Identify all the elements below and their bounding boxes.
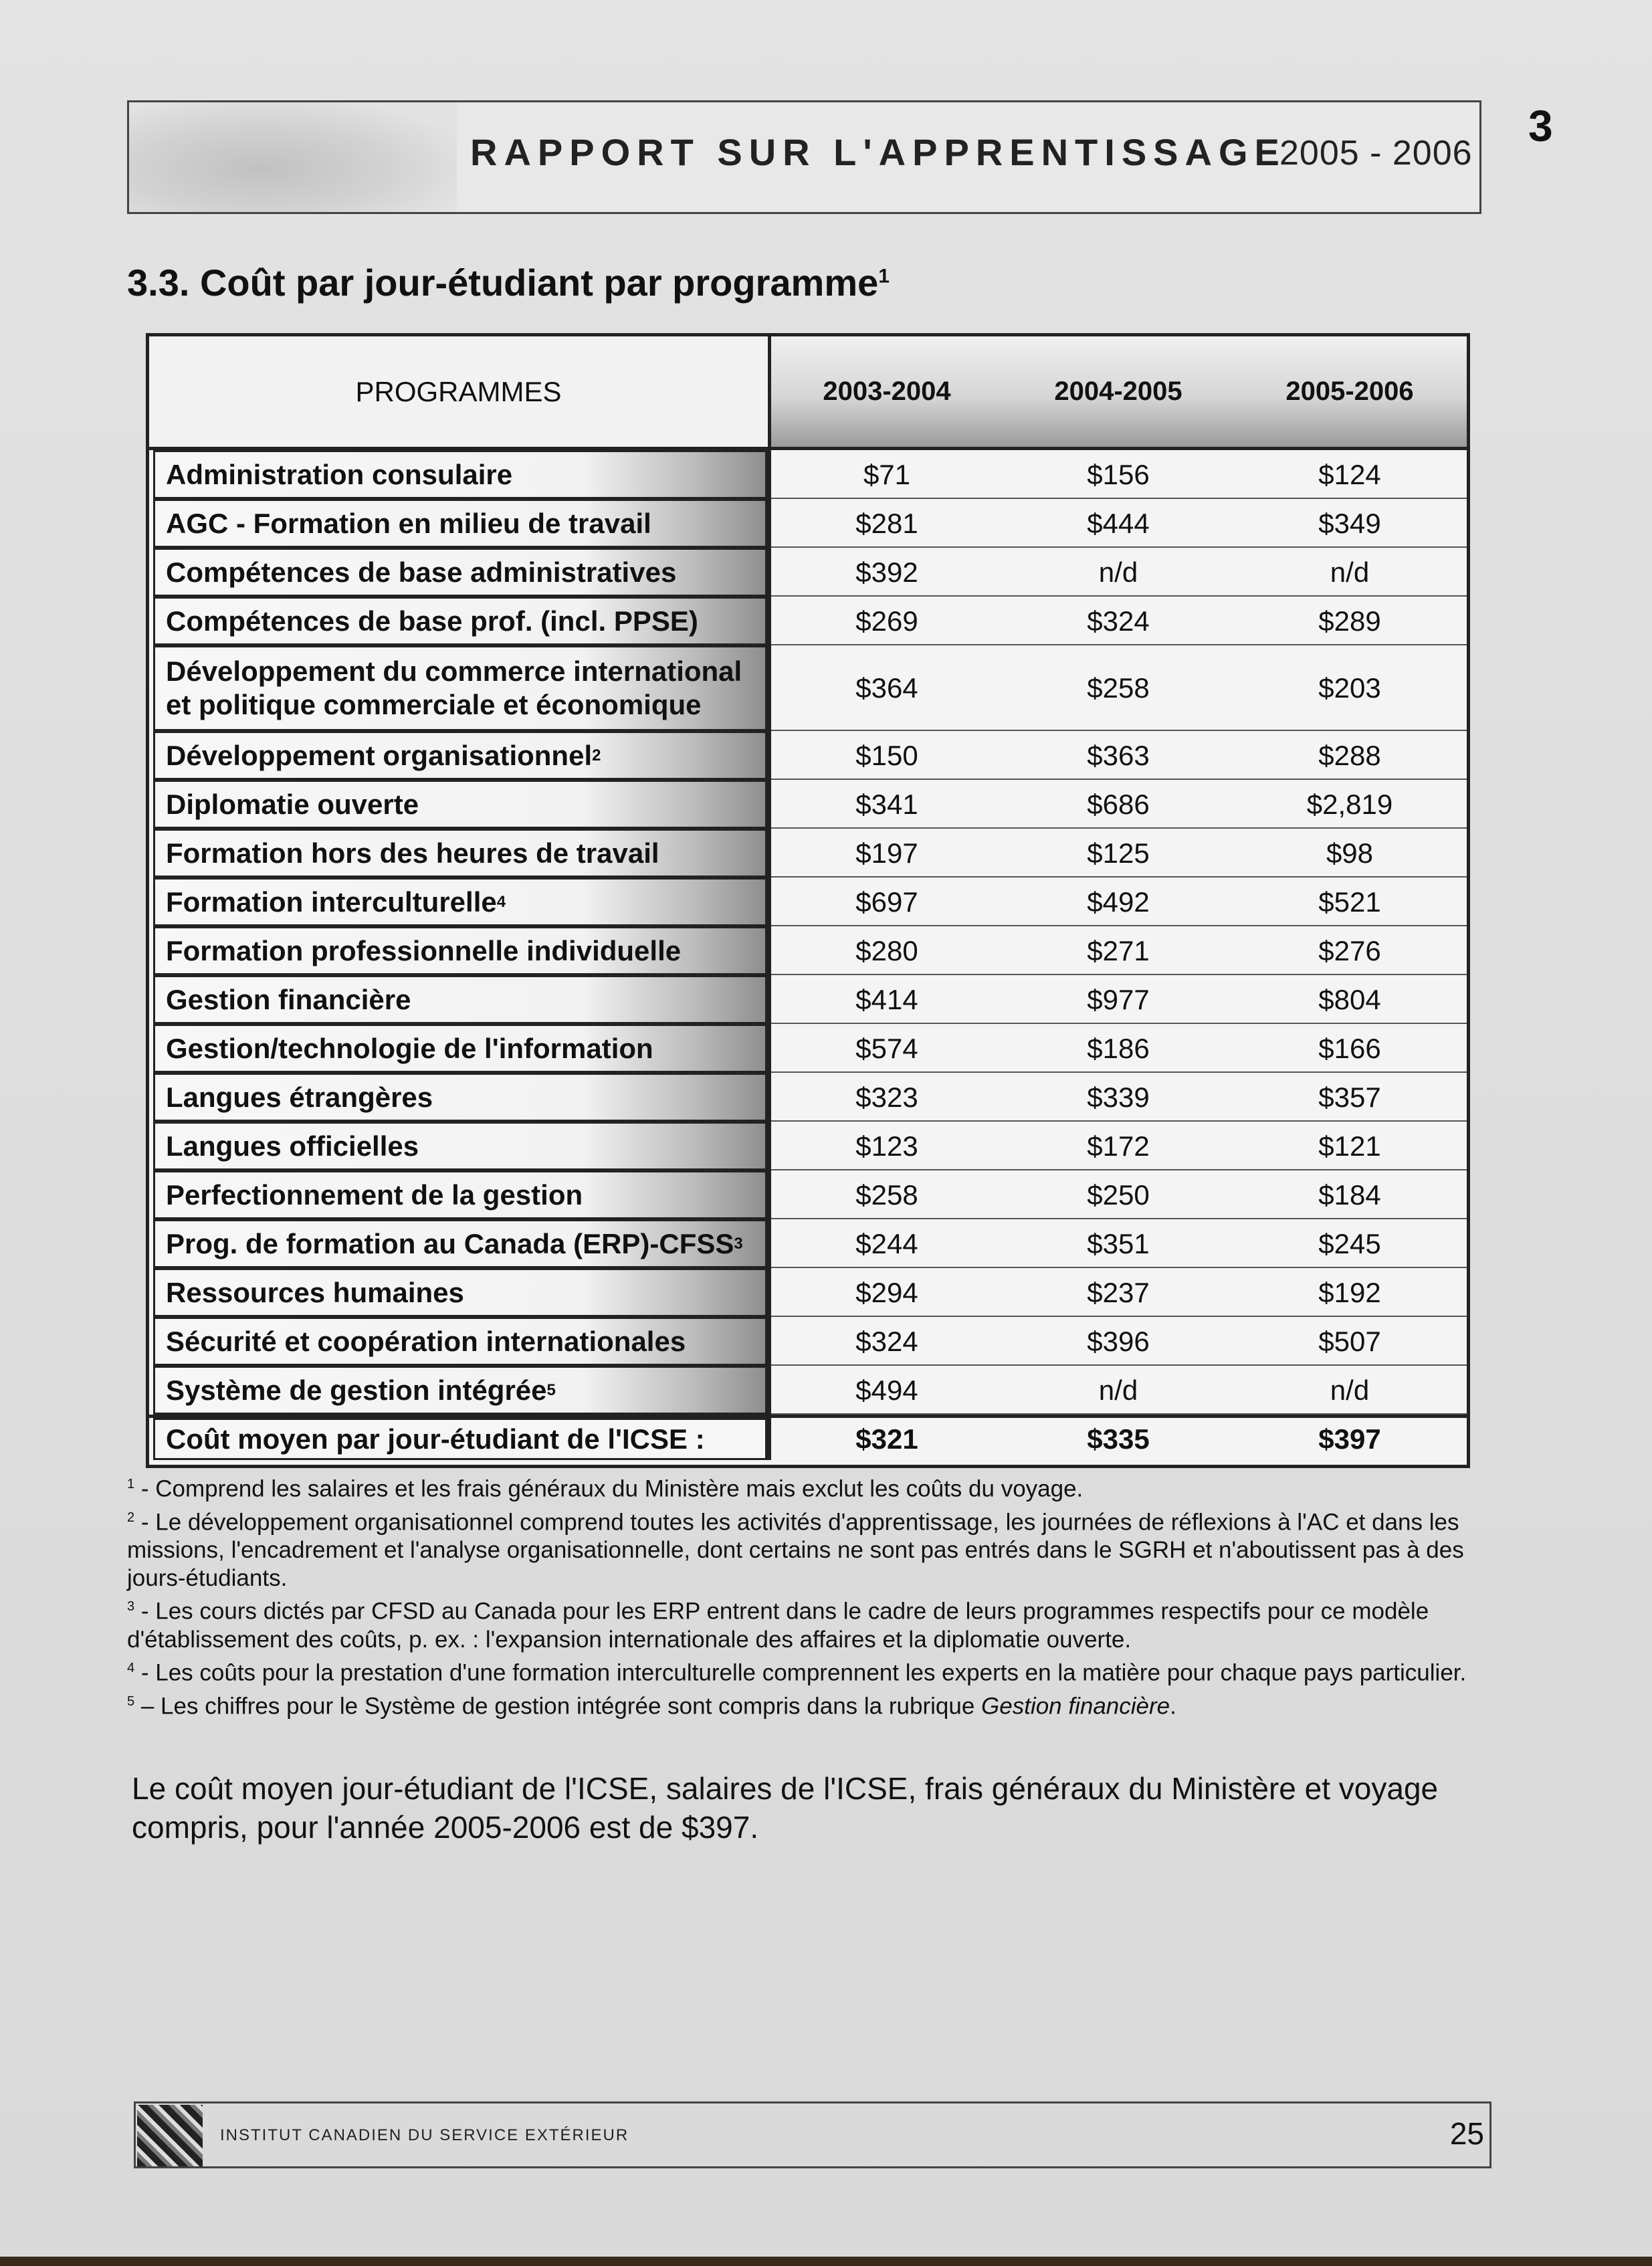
cost-value-cell: $521: [1318, 886, 1381, 918]
cost-value-cell: $184: [1318, 1178, 1381, 1211]
report-header-banner: [127, 100, 1481, 214]
program-name-cell: [153, 1170, 767, 1219]
program-name-cell: [153, 1122, 767, 1170]
cost-value-cell: $244: [855, 1227, 918, 1259]
total-value-cell: $335: [1087, 1423, 1150, 1455]
cost-value-cell: $323: [855, 1081, 918, 1113]
section-title: [127, 261, 890, 304]
cost-value-cell: $121: [1318, 1130, 1381, 1162]
footnote-marker: 1: [127, 1477, 135, 1491]
cost-value-cell: $123: [855, 1130, 918, 1162]
cost-value-cell: $697: [855, 886, 918, 918]
cost-value-cell: n/d: [1330, 556, 1370, 588]
program-name-cell: [153, 1219, 767, 1268]
cost-value-cell: $363: [1087, 739, 1150, 771]
cost-value-cell: $150: [855, 739, 918, 771]
cost-value-cell: $172: [1087, 1130, 1150, 1162]
cost-value-cell: $324: [855, 1325, 918, 1357]
cost-per-student-day-table: [146, 333, 1470, 1468]
table-row: [149, 1024, 1467, 1073]
cost-value-cell: $324: [1087, 605, 1150, 637]
program-name-cell: [153, 1317, 767, 1366]
program-name-cell: [153, 499, 767, 548]
program-name: Sécurité et coopération internationales: [166, 1325, 686, 1357]
summary-paragraph: Le coût moyen jour-étudiant de l'ICSE, salaires de l'ICSE, frais généraux du Ministère et voyage compris, pour l'année 2005-2006 est de $397.: [132, 1771, 1439, 1845]
program-name: Système de gestion intégrée: [166, 1374, 547, 1406]
table-row: [149, 731, 1467, 780]
program-name: Formation hors des heures de travail: [166, 837, 659, 869]
cost-value-cell: $192: [1318, 1276, 1381, 1308]
section-title-text: 3.3. Coût par jour-étudiant par programme: [127, 262, 879, 304]
cost-value-cell: $280: [855, 934, 918, 966]
footnote-2: [127, 1504, 1498, 1593]
header-year-3: 2005-2006: [1285, 377, 1414, 406]
cost-value-cell: $686: [1087, 788, 1150, 820]
table-header: [149, 336, 1467, 450]
table-row: [149, 597, 1467, 645]
cost-value-cell: $258: [855, 1178, 918, 1211]
page-number: 25: [1449, 2116, 1484, 2151]
cost-value-cell: n/d: [1098, 1374, 1138, 1406]
cost-value-cell: $203: [1318, 672, 1381, 704]
total-value-cell: $321: [855, 1423, 918, 1455]
table-row: [149, 1073, 1467, 1122]
cost-value-cell: $276: [1318, 934, 1381, 966]
header-year-1: 2003-2004: [823, 377, 951, 406]
page-footer: [134, 2101, 1491, 2168]
cost-value-cell: $269: [855, 605, 918, 637]
program-note: 3: [734, 1234, 743, 1253]
footnote-5: [127, 1687, 1498, 1721]
footnote-text-end: .: [1170, 1693, 1176, 1720]
cost-value-cell: $341: [855, 788, 918, 820]
header-year-2: 2004-2005: [1054, 377, 1182, 406]
program-note: 4: [496, 892, 506, 911]
program-name: Perfectionnement de la gestion: [166, 1178, 583, 1211]
program-note: 5: [546, 1380, 556, 1399]
footnote-text: - Le développement organisationnel comprend toutes les activités d'apprentissage, les journées de réflexions à l'AC et dans les missions, l'encadrement et l'analyse organisationnelle, dont certains ne sont pas entrés dans le SGRH et n'aboutissent pas à des jours-étudiants.: [127, 1509, 1464, 1592]
table-row: [149, 780, 1467, 829]
footnote-marker: 3: [127, 1599, 135, 1615]
program-name: Ressources humaines: [166, 1276, 464, 1308]
program-name: Gestion financière: [166, 983, 411, 1015]
total-value-cell: $397: [1318, 1423, 1381, 1455]
program-name: Langues officielles: [166, 1130, 419, 1162]
report-years: 2005 - 2006: [1279, 134, 1473, 173]
footnote-marker: 5: [127, 1693, 135, 1709]
cost-value-cell: $351: [1087, 1227, 1150, 1259]
cost-value-cell: $574: [855, 1032, 918, 1064]
program-name-cell: [153, 1268, 767, 1317]
institute-name: INSTITUT CANADIEN DU SERVICE EXTÉRIEUR: [220, 2126, 629, 2144]
program-name: Compétences de base administratives: [166, 556, 677, 588]
table-row: [149, 1219, 1467, 1268]
program-name-cell: [153, 597, 767, 645]
section-title-note: 1: [878, 265, 890, 288]
table-row: [149, 450, 1467, 499]
cost-value-cell: $250: [1087, 1178, 1150, 1211]
program-name: Développement du commerce international et politique commerciale et économique: [166, 655, 742, 720]
cost-value-cell: $364: [855, 672, 918, 704]
program-name: Administration consulaire: [166, 458, 513, 490]
footnotes: [127, 1470, 1498, 1720]
table-row: [149, 975, 1467, 1024]
cost-value-cell: $156: [1087, 458, 1150, 490]
program-name: Diplomatie ouverte: [166, 788, 419, 820]
cost-value-cell: $186: [1087, 1032, 1150, 1064]
program-name-cell: [153, 645, 767, 731]
footnote-text: - Les cours dictés par CFSD au Canada pour les ERP entrent dans le cadre de leurs programmes respectifs pour ce modèle d'établissement des coûts, p. ex. : l'expansion internationale des affaires et la diplomatie ouverte.: [127, 1598, 1429, 1653]
table-row: [149, 829, 1467, 878]
cost-value-cell: $237: [1087, 1276, 1150, 1308]
cost-value-cell: $245: [1318, 1227, 1381, 1259]
table-row: [149, 926, 1467, 975]
program-name: AGC - Formation en milieu de travail: [166, 507, 651, 539]
total-row: [149, 1418, 1467, 1460]
cost-value-cell: $444: [1087, 507, 1150, 539]
program-name: Formation professionnelle individuelle: [166, 934, 682, 966]
program-name-cell: [153, 829, 767, 878]
program-name: Formation interculturelle: [166, 886, 497, 918]
program-name: Développement organisationnel: [166, 739, 593, 771]
cost-value-cell: $124: [1318, 458, 1381, 490]
table-row: [149, 645, 1467, 731]
cost-value-cell: $507: [1318, 1325, 1381, 1357]
program-name-cell: [153, 548, 767, 597]
footnote-3: [127, 1592, 1498, 1654]
table-row: [149, 1170, 1467, 1219]
footnote-text: – Les chiffres pour le Système de gestion intégrée sont compris dans la rubrique: [134, 1693, 982, 1720]
table-row: [149, 499, 1467, 548]
cost-value-cell: $396: [1087, 1325, 1150, 1357]
cost-value-cell: $271: [1087, 934, 1150, 966]
footnote-marker: 2: [127, 1510, 135, 1525]
cost-value-cell: $288: [1318, 739, 1381, 771]
cost-value-cell: $494: [855, 1374, 918, 1406]
cost-value-cell: $98: [1326, 837, 1374, 869]
footnote-4: [127, 1654, 1498, 1687]
program-name-cell: [153, 1073, 767, 1122]
program-name-cell: [153, 1366, 767, 1415]
footnote-italic: Gestion financière: [981, 1693, 1170, 1720]
cost-value-cell: $258: [1087, 672, 1150, 704]
cost-value-cell: $492: [1087, 886, 1150, 918]
program-name-cell: [153, 975, 767, 1024]
program-name-cell: [153, 731, 767, 780]
program-name-cell: [153, 450, 767, 499]
cost-value-cell: $166: [1318, 1032, 1381, 1064]
chapter-number: 3: [1528, 101, 1553, 150]
header-years: [771, 336, 1467, 447]
cost-value-cell: $339: [1087, 1081, 1150, 1113]
cost-value-cell: $289: [1318, 605, 1381, 637]
cost-value-cell: $357: [1318, 1081, 1381, 1113]
cost-value-cell: $197: [855, 837, 918, 869]
table-row: [149, 878, 1467, 926]
total-label: Coût moyen par jour-étudiant de l'ICSE :: [153, 1418, 767, 1460]
table-row: [149, 1366, 1467, 1415]
table-row: [149, 1122, 1467, 1170]
footnote-marker: 4: [127, 1660, 135, 1675]
program-name: Compétences de base prof. (incl. PPSE): [166, 605, 698, 637]
footnote-1: [127, 1470, 1498, 1504]
program-name: Gestion/technologie de l'information: [166, 1032, 653, 1064]
program-name: Prog. de formation au Canada (ERP)-CFSS: [166, 1227, 734, 1259]
cost-value-cell: $392: [855, 556, 918, 588]
scan-edge: [0, 2257, 1652, 2266]
program-name-cell: [153, 926, 767, 975]
program-name-cell: [153, 1024, 767, 1073]
program-name-cell: [153, 780, 767, 829]
maple-leaf-graphic: [129, 102, 457, 213]
cost-value-cell: $2,819: [1306, 788, 1393, 820]
cost-value-cell: $349: [1318, 507, 1381, 539]
footnote-text: - Les coûts pour la prestation d'une formation interculturelle comprennent les experts en la matière pour chaque pays particulier.: [134, 1659, 1467, 1686]
report-title: RAPPORT SUR L'APPRENTISSAGE: [470, 131, 1286, 173]
cost-value-cell: $294: [855, 1276, 918, 1308]
cost-value-cell: $71: [863, 458, 911, 490]
cost-value-cell: n/d: [1098, 556, 1138, 588]
cost-value-cell: $414: [855, 983, 918, 1015]
cost-value-cell: $804: [1318, 983, 1381, 1015]
table-row: [149, 1268, 1467, 1317]
table-row: [149, 548, 1467, 597]
institute-logo-icon: [137, 2105, 203, 2166]
cost-value-cell: $977: [1087, 983, 1150, 1015]
table-row: [149, 1317, 1467, 1366]
header-programmes: PROGRAMMES: [149, 336, 771, 447]
program-note: 2: [592, 746, 601, 764]
cost-value-cell: $125: [1087, 837, 1150, 869]
footnote-text: - Comprend les salaires et les frais généraux du Ministère mais exclut les coûts du voyage.: [134, 1475, 1083, 1502]
program-name-cell: [153, 878, 767, 926]
cost-value-cell: n/d: [1330, 1374, 1370, 1406]
cost-value-cell: $281: [855, 507, 918, 539]
program-name: Langues étrangères: [166, 1081, 433, 1113]
